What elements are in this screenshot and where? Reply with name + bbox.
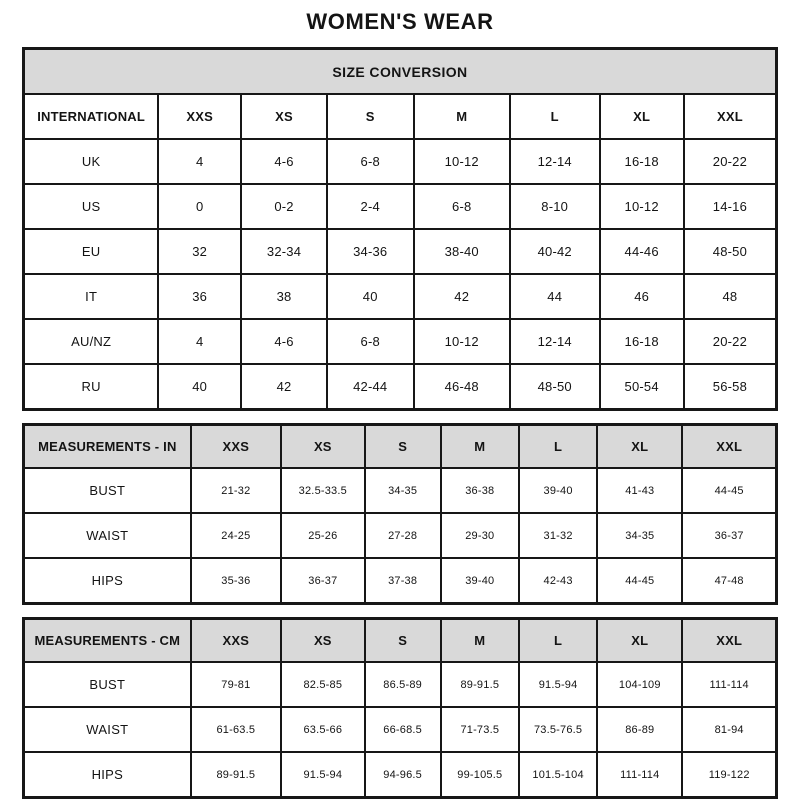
table-row-bust — [24, 468, 777, 513]
table-row-ru — [24, 364, 777, 410]
column-header-xs: XS — [281, 619, 365, 663]
column-header-xxl: XXL — [682, 619, 776, 663]
column-header-xl: XL — [600, 94, 684, 139]
column-header-xl: XL — [597, 425, 682, 469]
row-label: HIPS — [24, 558, 191, 604]
value-cell: 36-37 — [281, 558, 365, 604]
value-cell: 119-122 — [682, 752, 776, 798]
value-cell: 40 — [327, 274, 414, 319]
value-cell: 73.5-76.5 — [519, 707, 597, 752]
value-cell: 82.5-85 — [281, 662, 365, 707]
value-cell: 0 — [158, 184, 241, 229]
measurements-cm-table — [22, 617, 778, 799]
value-cell: 81-94 — [682, 707, 776, 752]
measurements-cm-header: MEASUREMENTS - CM — [24, 619, 191, 663]
table-row-hips — [24, 752, 777, 798]
column-header-row — [24, 425, 777, 469]
column-header-l: L — [519, 619, 597, 663]
value-cell: 8-10 — [510, 184, 600, 229]
table-row-waist — [24, 513, 777, 558]
value-cell: 16-18 — [600, 139, 684, 184]
table-row-uk — [24, 139, 777, 184]
value-cell: 61-63.5 — [191, 707, 281, 752]
value-cell: 32-34 — [241, 229, 327, 274]
value-cell: 86.5-89 — [365, 662, 441, 707]
column-header-xs: XS — [241, 94, 327, 139]
row-label: IT — [24, 274, 159, 319]
value-cell: 4-6 — [241, 139, 327, 184]
value-cell: 36 — [158, 274, 241, 319]
value-cell: 32.5-33.5 — [281, 468, 365, 513]
value-cell: 37-38 — [365, 558, 441, 604]
value-cell: 31-32 — [519, 513, 597, 558]
value-cell: 38-40 — [414, 229, 510, 274]
row-label: RU — [24, 364, 159, 410]
value-cell: 32 — [158, 229, 241, 274]
value-cell: 89-91.5 — [441, 662, 519, 707]
value-cell: 111-114 — [597, 752, 682, 798]
value-cell: 39-40 — [519, 468, 597, 513]
table-row-waist — [24, 707, 777, 752]
row-label: WAIST — [24, 707, 191, 752]
value-cell: 35-36 — [191, 558, 281, 604]
row-label: US — [24, 184, 159, 229]
value-cell: 44 — [510, 274, 600, 319]
row-label: AU/NZ — [24, 319, 159, 364]
value-cell: 111-114 — [682, 662, 776, 707]
value-cell: 27-28 — [365, 513, 441, 558]
value-cell: 44-45 — [597, 558, 682, 604]
value-cell: 39-40 — [441, 558, 519, 604]
value-cell: 47-48 — [682, 558, 776, 604]
column-header-m: M — [441, 619, 519, 663]
row-label: UK — [24, 139, 159, 184]
value-cell: 6-8 — [327, 139, 414, 184]
value-cell: 0-2 — [241, 184, 327, 229]
row-label: BUST — [24, 662, 191, 707]
value-cell: 71-73.5 — [441, 707, 519, 752]
value-cell: 50-54 — [600, 364, 684, 410]
row-label: WAIST — [24, 513, 191, 558]
value-cell: 46 — [600, 274, 684, 319]
column-header-xxs: XXS — [158, 94, 241, 139]
value-cell: 79-81 — [191, 662, 281, 707]
column-header-m: M — [441, 425, 519, 469]
page-title: WOMEN'S WEAR — [306, 9, 494, 34]
value-cell: 94-96.5 — [365, 752, 441, 798]
value-cell: 25-26 — [281, 513, 365, 558]
value-cell: 38 — [241, 274, 327, 319]
value-cell: 56-58 — [684, 364, 777, 410]
value-cell: 20-22 — [684, 319, 777, 364]
value-cell: 104-109 — [597, 662, 682, 707]
value-cell: 86-89 — [597, 707, 682, 752]
table-row-eu — [24, 229, 777, 274]
value-cell: 40 — [158, 364, 241, 410]
value-cell: 10-12 — [600, 184, 684, 229]
column-header-l: L — [519, 425, 597, 469]
column-header-xxl: XXL — [684, 94, 777, 139]
column-header-s: S — [327, 94, 414, 139]
value-cell: 48-50 — [684, 229, 777, 274]
value-cell: 42 — [241, 364, 327, 410]
value-cell: 44-46 — [600, 229, 684, 274]
value-cell: 42-44 — [327, 364, 414, 410]
value-cell: 10-12 — [414, 139, 510, 184]
column-header-l: L — [510, 94, 600, 139]
value-cell: 6-8 — [414, 184, 510, 229]
value-cell: 41-43 — [597, 468, 682, 513]
value-cell: 24-25 — [191, 513, 281, 558]
value-cell: 14-16 — [684, 184, 777, 229]
column-header-row — [24, 619, 777, 663]
column-header-s: S — [365, 425, 441, 469]
value-cell: 91.5-94 — [281, 752, 365, 798]
value-cell: 2-4 — [327, 184, 414, 229]
value-cell: 10-12 — [414, 319, 510, 364]
table-row-hips — [24, 558, 777, 604]
value-cell: 6-8 — [327, 319, 414, 364]
value-cell: 42 — [414, 274, 510, 319]
table-header-row — [24, 49, 777, 95]
value-cell: 40-42 — [510, 229, 600, 274]
value-cell: 46-48 — [414, 364, 510, 410]
column-header-xxs: XXS — [191, 425, 281, 469]
value-cell: 66-68.5 — [365, 707, 441, 752]
value-cell: 48 — [684, 274, 777, 319]
value-cell: 36-38 — [441, 468, 519, 513]
table-row-bust — [24, 662, 777, 707]
column-header-m: M — [414, 94, 510, 139]
row-label: EU — [24, 229, 159, 274]
column-header-s: S — [365, 619, 441, 663]
value-cell: 34-36 — [327, 229, 414, 274]
value-cell: 4 — [158, 139, 241, 184]
value-cell: 12-14 — [510, 139, 600, 184]
measurements-in-table — [22, 423, 778, 605]
column-header-international: INTERNATIONAL — [24, 94, 159, 139]
size-conversion-header: SIZE CONVERSION — [24, 49, 777, 95]
column-header-xxl: XXL — [682, 425, 776, 469]
value-cell: 42-43 — [519, 558, 597, 604]
value-cell: 101.5-104 — [519, 752, 597, 798]
column-header-xxs: XXS — [191, 619, 281, 663]
value-cell: 34-35 — [597, 513, 682, 558]
row-label: BUST — [24, 468, 191, 513]
value-cell: 34-35 — [365, 468, 441, 513]
value-cell: 36-37 — [682, 513, 776, 558]
value-cell: 20-22 — [684, 139, 777, 184]
table-row-us — [24, 184, 777, 229]
value-cell: 4-6 — [241, 319, 327, 364]
value-cell: 99-105.5 — [441, 752, 519, 798]
value-cell: 16-18 — [600, 319, 684, 364]
size-conversion-table — [22, 47, 778, 411]
column-header-xl: XL — [597, 619, 682, 663]
value-cell: 4 — [158, 319, 241, 364]
value-cell: 91.5-94 — [519, 662, 597, 707]
value-cell: 48-50 — [510, 364, 600, 410]
row-label: HIPS — [24, 752, 191, 798]
value-cell: 44-45 — [682, 468, 776, 513]
column-header-xs: XS — [281, 425, 365, 469]
table-row-it — [24, 274, 777, 319]
value-cell: 63.5-66 — [281, 707, 365, 752]
value-cell: 21-32 — [191, 468, 281, 513]
table-row-aunz — [24, 319, 777, 364]
value-cell: 89-91.5 — [191, 752, 281, 798]
measurements-in-header: MEASUREMENTS - IN — [24, 425, 191, 469]
column-header-row — [24, 94, 777, 139]
value-cell: 12-14 — [510, 319, 600, 364]
value-cell: 29-30 — [441, 513, 519, 558]
